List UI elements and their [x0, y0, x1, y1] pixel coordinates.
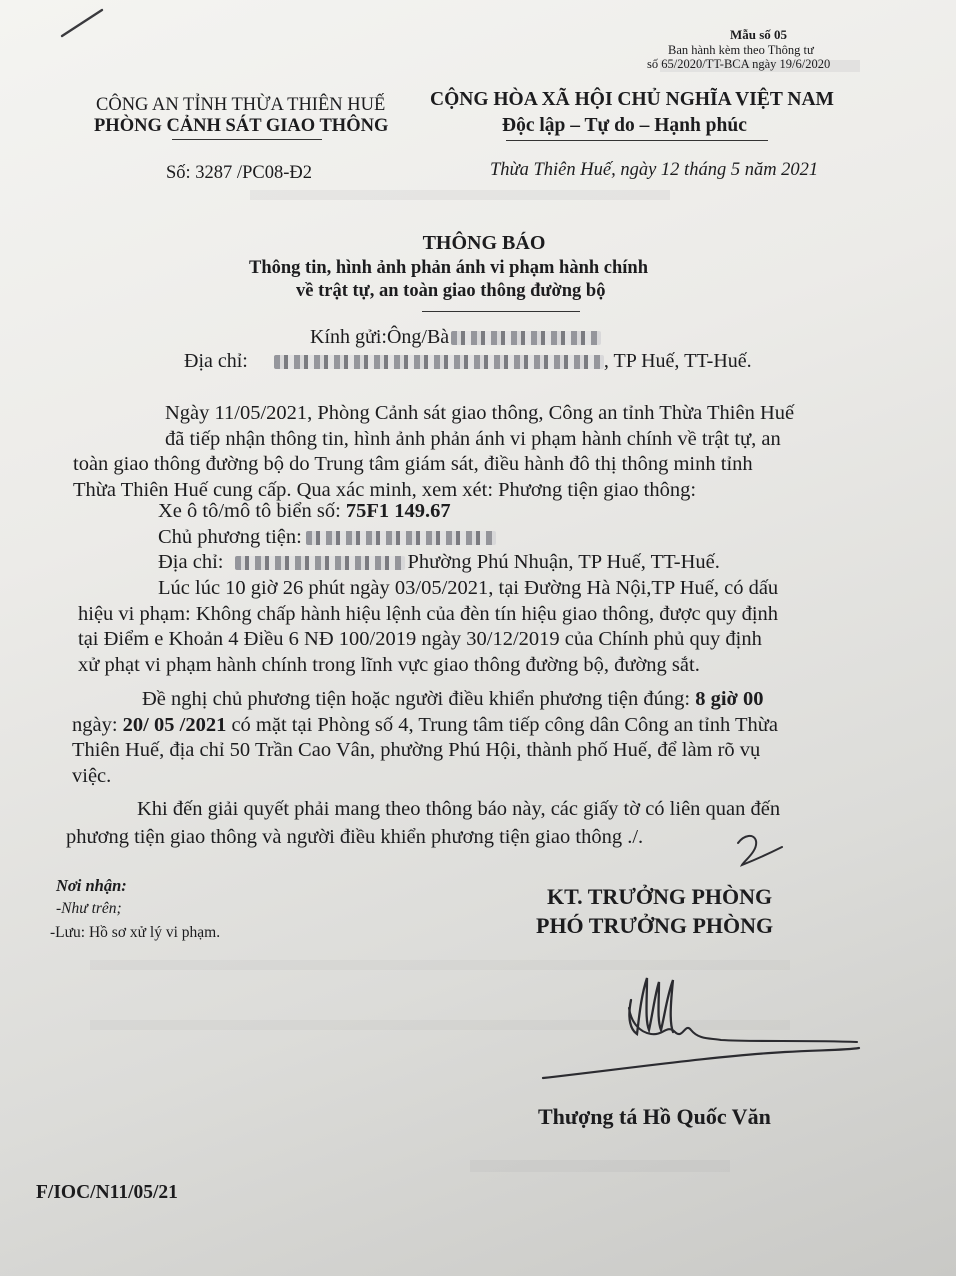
- dia-chi-label: Địa chỉ:: [184, 350, 248, 372]
- agency-underline: [172, 139, 322, 140]
- document-subtitle-2: về trật tự, an toàn giao thông đường bộ: [296, 281, 606, 301]
- owner-address-label: Địa chỉ:: [158, 551, 224, 573]
- paragraph-1: [73, 401, 905, 504]
- redacted-address: [274, 355, 604, 369]
- appointment-date: 20/ 05 /2021: [122, 713, 227, 736]
- redacted-owner: [306, 531, 496, 545]
- handwritten-signature: [535, 960, 875, 1090]
- p1-line-4: Thừa Thiên Huế cung cấp. Qua xác minh, xem xét: Phương tiện giao thông:: [73, 479, 697, 502]
- p2-line-4: xử phạt vi phạm hành chính trong lĩnh vực giao thông đường bộ, đường sắt.: [78, 654, 700, 677]
- country-name: CỘNG HÒA XÃ HỘI CHỦ NGHĨA VIỆT NAM: [430, 89, 834, 110]
- p3-line-2: ngày: 20/ 05 /2021 có mặt tại Phòng số 4, Trung tâm tiếp công dân Công an tỉnh Thừa: [72, 713, 778, 736]
- p4-line-2: phương tiện giao thông và người điều khiển phương tiện giao thông ./.: [66, 826, 644, 848]
- form-number: Mẫu số 05: [730, 27, 788, 42]
- vehicle-label: Xe ô tô/mô tô biển số:: [158, 500, 346, 522]
- title-underline: [422, 311, 580, 312]
- document-code: F/IOC/N11/05/21: [36, 1182, 178, 1203]
- paragraph-3: [72, 687, 892, 787]
- paragraph-2: [78, 576, 884, 679]
- form-reference-line1: Ban hành kèm theo Thông tư: [668, 43, 814, 57]
- agency-name: PHÒNG CẢNH SÁT GIAO THÔNG: [94, 116, 389, 136]
- motto-underline: [506, 140, 768, 141]
- p3-line-4: việc.: [72, 765, 112, 787]
- sign-title-1: KT. TRƯỞNG PHÒNG: [547, 884, 773, 909]
- recipient-line: [310, 326, 601, 349]
- p1-line-1: Ngày 11/05/2021, Phòng Cảnh sát giao thông, Công an tỉnh Thừa Thiên Huế: [165, 402, 795, 424]
- noi-nhan-item-2: -Lưu: Hồ sơ xử lý vi phạm.: [50, 924, 221, 941]
- redacted-name: [451, 331, 601, 345]
- p2-line-2: hiệu vi phạm: Không chấp hành hiệu lệnh của đèn tín hiệu giao thông, được quy định: [78, 602, 779, 625]
- document-subtitle-1: Thông tin, hình ảnh phản ánh vi phạm hành chính: [249, 258, 648, 278]
- appointment-time: 8 giờ 00: [695, 688, 764, 710]
- pen-stroke-mark: [58, 4, 108, 40]
- p2-line-3: tại Điểm e Khoản 4 Điều 6 NĐ 100/2019 ngày 30/12/2019 của Chính phủ quy định: [78, 628, 762, 651]
- vehicle-line: [158, 500, 451, 523]
- agency-parent: CÔNG AN TỈNH THỪA THIÊN HUẾ: [96, 95, 386, 115]
- vehicle-plate: 75F1 149.67: [345, 500, 451, 522]
- document-number: Số: 3287 /PC08-Đ2: [166, 163, 312, 183]
- kinh-gui-label: Kính gửi:Ông/Bà: [310, 326, 450, 348]
- p4-line-1: Khi đến giải quyết phải mang theo thông báo này, các giấy tờ có liên quan đến: [137, 798, 781, 820]
- sign-title-2: PHÓ TRƯỞNG PHÒNG: [536, 913, 774, 938]
- document-title: THÔNG BÁO: [422, 232, 546, 254]
- p1-line-2: đã tiếp nhận thông tin, hình ảnh phản ánh vi phạm hành chính về trật tự, an: [165, 427, 781, 450]
- recipient-address-line: [184, 350, 752, 373]
- p3-line-3: Thiên Huế, địa chỉ 50 Trần Cao Vân, phường Phú Hội, thành phố Huế, để làm rõ vụ: [72, 739, 761, 762]
- owner-label: Chủ phương tiện:: [158, 526, 302, 548]
- owner-line: [158, 526, 496, 549]
- noi-nhan-item-1: -Như trên;: [56, 900, 122, 917]
- signer-name: Thượng tá Hồ Quốc Văn: [538, 1104, 771, 1129]
- place-date: Thừa Thiên Huế, ngày 12 tháng 5 năm 2021: [490, 160, 819, 180]
- owner-address-line: [158, 551, 720, 574]
- p2-line-1: Lúc lúc 10 giờ 26 phút ngày 03/05/2021, tại Đường Hà Nội,TP Huế, có dấu: [158, 577, 779, 599]
- initial-mark: [730, 825, 790, 871]
- redacted-owner-address: [235, 556, 405, 570]
- address-tail: , TP Huế, TT-Huế.: [603, 350, 752, 372]
- form-reference-line2: số 65/2020/TT-BCA ngày 19/6/2020: [647, 57, 831, 71]
- p3-line-1: Đề nghị chủ phương tiện hoặc người điều khiển phương tiện đúng: 8 giờ 00: [142, 688, 764, 710]
- owner-address-tail: Phường Phú Nhuận, TP Huế, TT-Huế.: [407, 551, 720, 573]
- p1-line-3: toàn giao thông đường bộ do Trung tâm giám sát, điều hành đô thị thông minh tỉnh: [73, 453, 753, 476]
- noi-nhan-label: Nơi nhận:: [56, 876, 127, 895]
- national-motto: Độc lập – Tự do – Hạnh phúc: [502, 115, 747, 136]
